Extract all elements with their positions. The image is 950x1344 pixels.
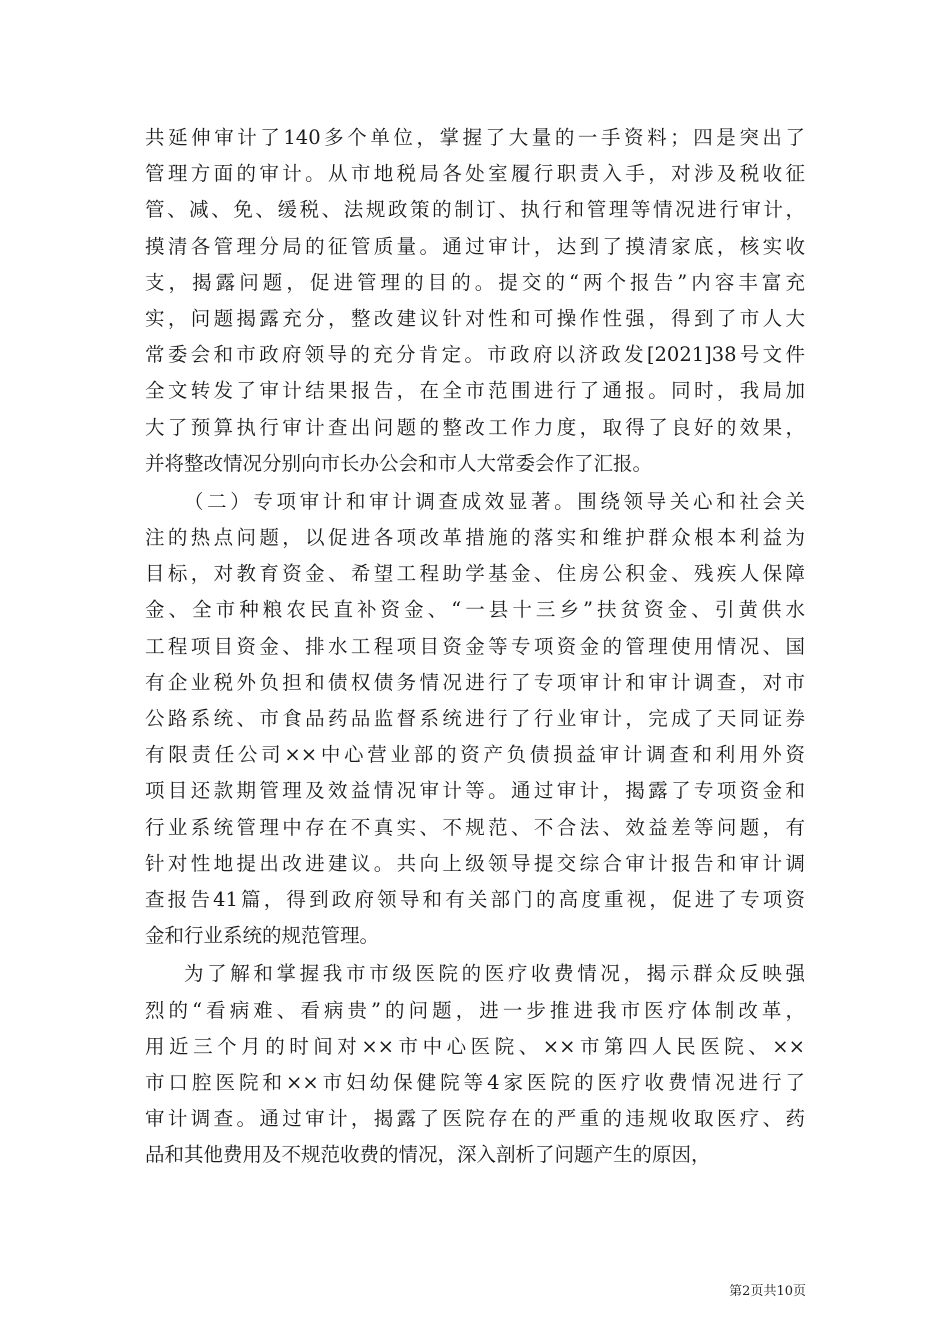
paragraph-line: 项目还款期管理及效益情况审计等。通过审计，揭露了专项资金和 [145,779,805,803]
paragraph-line: 常委会和市政府领导的充分肯定。市政府以济政发[2021]38号文件 [145,343,805,367]
paragraph-line: 有限责任公司××中心营业部的资产负债损益审计调查和利用外资 [145,743,805,767]
paragraph-line: 品和其他费用及不规范收费的情况，深入剖析了问题产生的原因， [145,1143,711,1167]
paragraph-line: 金和行业系统的规范管理。 [145,924,380,948]
document-body [145,120,805,1173]
paragraph-line: 查报告41篇，得到政府领导和有关部门的高度重视，促进了专项资 [145,887,805,911]
paragraph-line: 用近三个月的时间对××市中心医院、××市第四人民医院、×× [145,1034,805,1058]
page-footer: 第2页共10页 [729,1284,806,1299]
paragraph-line: 针对性地提出改进建议。共向上级领导提交综合审计报告和审计调 [145,851,805,875]
paragraph-line: 行业系统管理中存在不真实、不规范、不合法、效益差等问题，有 [145,815,805,839]
paragraph-line: 共延伸审计了140多个单位，掌握了大量的一手资料；四是突出了 [145,126,805,149]
paragraph-line: 管、减、免、缓税、法规政策的制订、执行和管理等情况进行审计， [145,198,805,222]
paragraph-line: 摸清各管理分局的征管质量。通过审计，达到了摸清家底，核实收 [145,234,805,258]
paragraph-line: 注的热点问题，以促进各项改革措施的落实和维护群众根本利益为 [145,526,805,550]
paragraph-line: 实，问题揭露充分，整改建议针对性和可操作性强，得到了市人大 [145,306,805,330]
paragraph-line: 大了预算执行审计查出问题的整改工作力度，取得了良好的效果， [145,415,805,439]
paragraph-line: （二）专项审计和审计调查成效显著。围绕领导关心和社会关 [184,489,805,513]
paragraph-line: 并将整改情况分别向市长办公会和市人大常委会作了汇报。 [145,451,653,475]
paragraph-line: 金、全市种粮农民直补资金、“一县十三乡”扶贫资金、引黄供水 [145,598,805,622]
paragraph-line: 全文转发了审计结果报告，在全市范围进行了通报。同时，我局加 [145,379,805,403]
paragraph-line: 目标，对教育资金、希望工程助学基金、住房公积金、残疾人保障 [145,562,805,586]
paragraph-line: 公路系统、市食品药品监督系统进行了行业审计，完成了天同证券 [145,707,805,730]
paragraph-line: 烈的“看病难、看病贵”的问题，进一步推进我市医疗体制改革， [145,998,805,1022]
paragraph-line: 为了解和掌握我市市级医院的医疗收费情况，揭示群众反映强 [184,962,805,986]
paragraph-line: 工程项目资金、排水工程项目资金等专项资金的管理使用情况、国 [145,634,805,658]
paragraph-line: 支，揭露问题，促进管理的目的。提交的“两个报告”内容丰富充 [145,270,805,294]
paragraph-line: 审计调查。通过审计，揭露了医院存在的严重的违规收取医疗、药 [145,1107,805,1131]
paragraph-line: 市口腔医院和××市妇幼保健院等4家医院的医疗收费情况进行了 [145,1070,805,1094]
paragraph-line: 有企业税外负担和债权债务情况进行了专项审计和审计调查，对市 [145,670,805,694]
paragraph-line: 管理方面的审计。从市地税局各处室履行职责入手，对涉及税收征 [145,162,805,186]
